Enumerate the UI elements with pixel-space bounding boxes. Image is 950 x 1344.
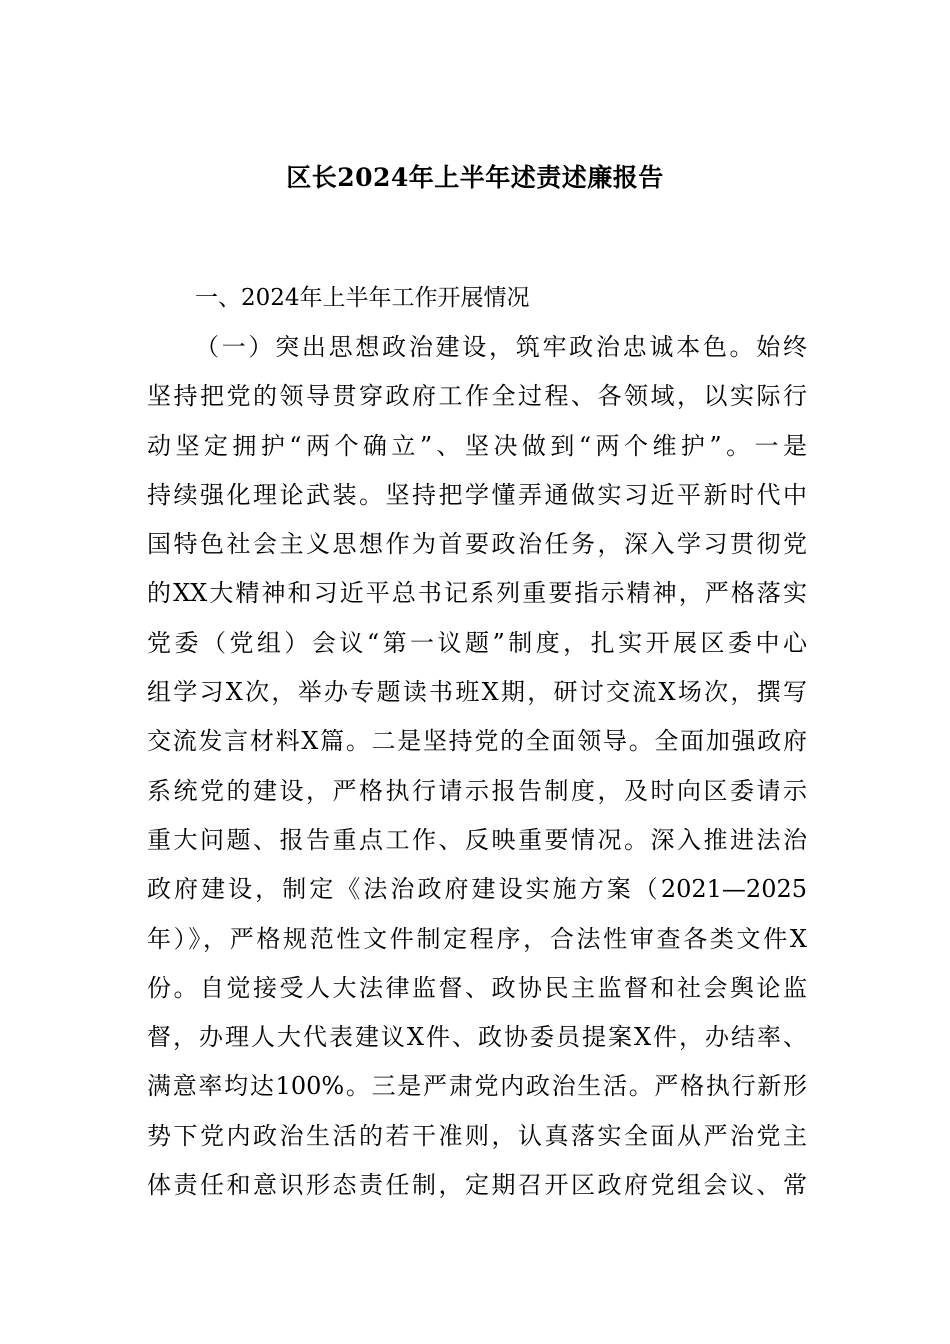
- paragraph-line: 督，办理人大代表建议X件、政协委员提案X件，办结率、: [147, 1023, 807, 1052]
- paragraph-line: 势下党内政治生活的若干准则，认真落实全面从严治党主: [147, 1121, 807, 1150]
- paragraph-line: 体责任和意识形态责任制，定期召开区政府党组会议、常: [147, 1171, 807, 1200]
- paragraph-line: 党委（党组）会议“第一议题”制度，扎实开展区委中心: [147, 628, 807, 657]
- paragraph-line: 政府建设，制定《法治政府建设实施方案（2021—2025: [147, 875, 807, 904]
- paragraph-line: 动坚定拥护“两个确立”、坚决做到“两个维护”。一是: [147, 431, 807, 460]
- paragraph-line: 系统党的建设，严格执行请示报告制度，及时向区委请示: [147, 776, 807, 805]
- paragraph-line: （一）突出思想政治建设，筑牢政治忠诚本色。始终: [195, 333, 807, 361]
- section-heading: 一、2024年上半年工作开展情况: [195, 285, 530, 311]
- paragraph-line: 重大问题、报告重点工作、反映重要情况。深入推进法治: [147, 825, 807, 854]
- body-paragraph: [147, 327, 807, 1214]
- paragraph-line: 国特色社会主义思想作为首要政治任务，深入学习贯彻党: [147, 530, 807, 559]
- paragraph-line: 持续强化理论武装。坚持把学懂弄通做实习近平新时代中: [147, 480, 807, 509]
- paragraph-line: 组学习X次，举办专题读书班X期，研讨交流X场次，撰写: [147, 678, 807, 707]
- paragraph-line: 满意率均达100%。三是严肃党内政治生活。严格执行新形: [147, 1072, 807, 1101]
- document-title: 区长2024年上半年述责述廉报告: [286, 163, 664, 192]
- paragraph-line: 的XX大精神和习近平总书记系列重要指示精神，严格落实: [147, 579, 807, 608]
- paragraph-line: 坚持把党的领导贯穿政府工作全过程、各领域，以实际行: [147, 382, 807, 411]
- paragraph-line: 交流发言材料X篇。二是坚持党的全面领导。全面加强政府: [147, 727, 807, 756]
- paragraph-line: 份。自觉接受人大法律监督、政协民主监督和社会舆论监: [147, 973, 807, 1002]
- paragraph-line: 年）》，严格规范性文件制定程序，合法性审查各类文件X: [147, 924, 807, 953]
